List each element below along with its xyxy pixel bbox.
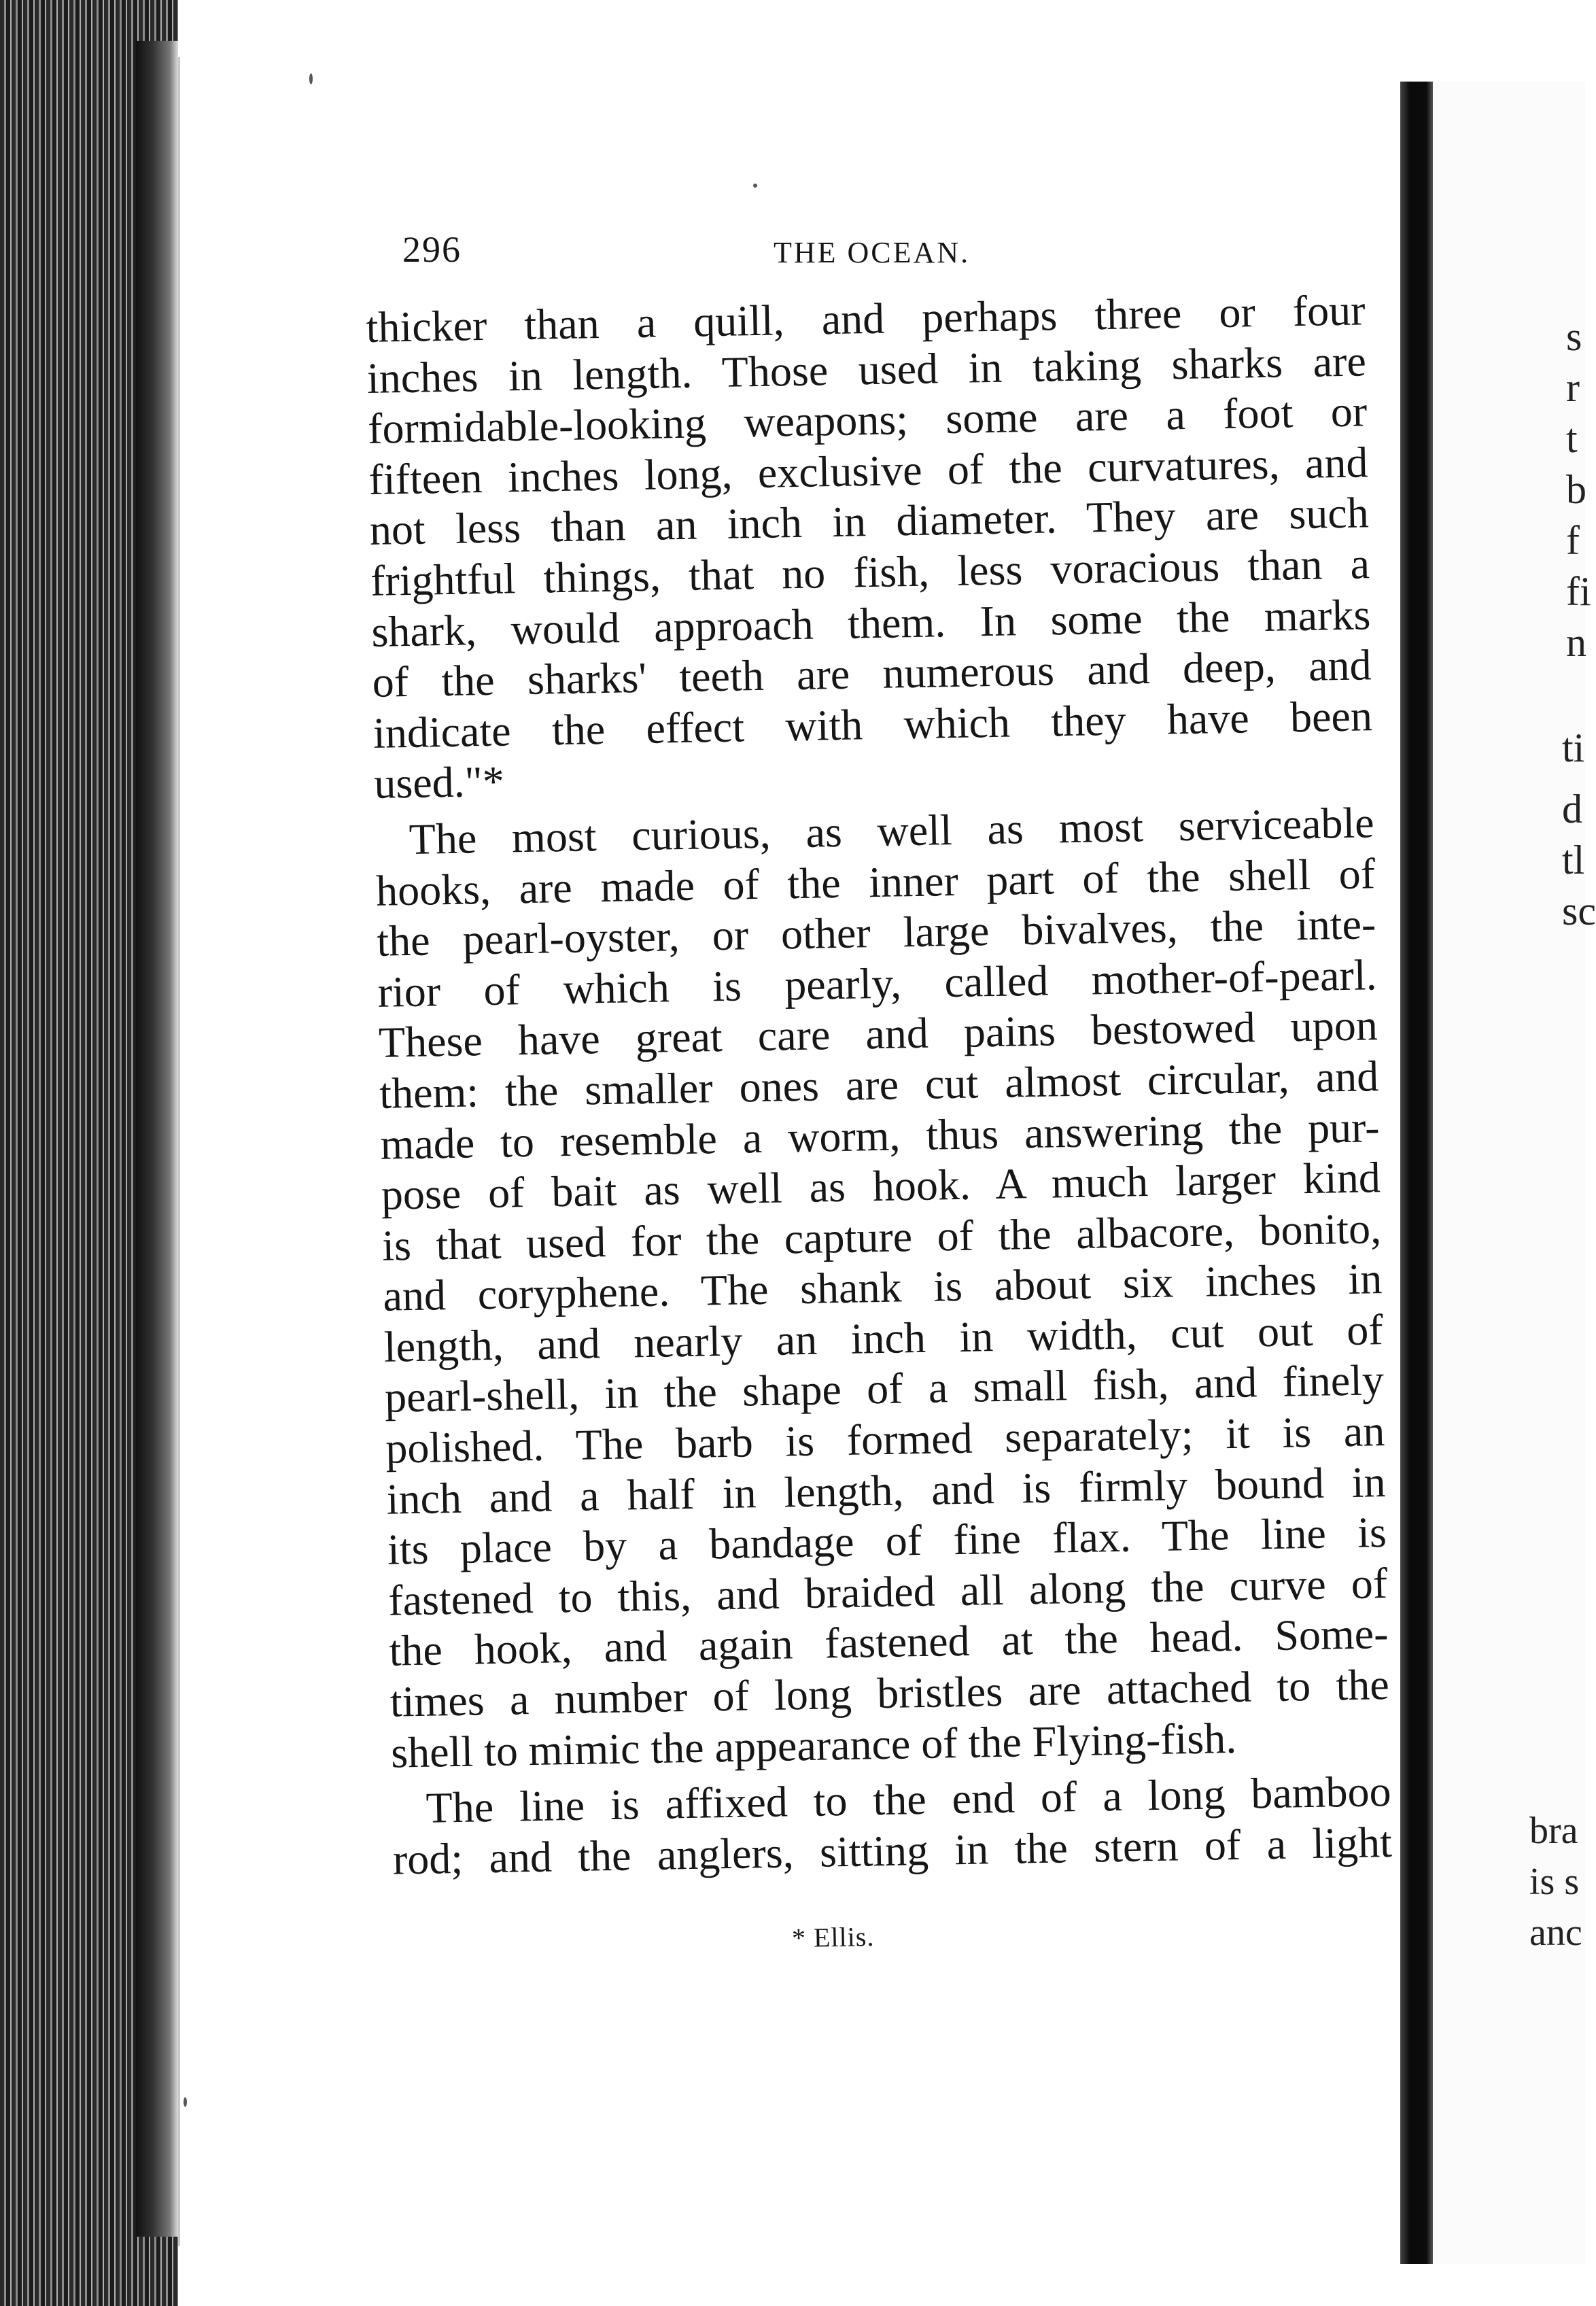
adjacent-page-fragment: fi — [1566, 569, 1591, 614]
text-line: The most curious, as well as most serviceable — [409, 798, 1375, 863]
adjacent-page-fragment: bra — [1529, 1810, 1578, 1852]
adjacent-page-fragment: b — [1566, 467, 1586, 512]
adjacent-page-fragment: n — [1566, 620, 1586, 665]
text-line: polished. The barb is formed separately; it is an — [385, 1407, 1385, 1473]
adjacent-page-fragment: sc — [1562, 889, 1596, 933]
text-line: its place by a bandage of fine flax. The line is — [387, 1508, 1387, 1574]
body-text — [366, 285, 1392, 1885]
adjacent-page — [1433, 82, 1596, 2264]
text-line: hooks, are made of the inner part of the shell of — [375, 848, 1376, 915]
running-title: THE OCEAN. — [774, 236, 971, 269]
text-line: thicker than a quill, and perhaps three or four — [366, 286, 1366, 351]
scan-margin-top — [0, 0, 1585, 58]
page-stack-edge — [136, 41, 178, 2237]
text-line: formidable-looking weapons; some are a foot or — [367, 387, 1368, 453]
text-line: is that used for the capture of the albacore, bonito, — [381, 1203, 1382, 1270]
text-line: and coryphene. The shank is about six inches in — [382, 1254, 1383, 1321]
text-line: made to resemble a worm, thus answering the pur- — [379, 1102, 1381, 1169]
text-line: These have great care and pains bestowed upon — [378, 1001, 1378, 1067]
text-line: pearl-shell, in the shape of a small fish, and finely — [384, 1356, 1385, 1422]
text-line: fastened to this, and braided all along the curve of — [387, 1558, 1388, 1625]
text-line: the hook, and again fastened at the head. Some- — [389, 1609, 1389, 1676]
text-line: shark, would approach them. In some the marks — [370, 589, 1371, 656]
text-line: length, and nearly an inch in width, cut out of — [383, 1305, 1384, 1371]
text-line: pose of bait as well as hook. A much larger kind — [381, 1153, 1381, 1219]
running-head — [402, 228, 987, 283]
scan-speck — [184, 2097, 187, 2107]
adjacent-page-fragment: anc — [1529, 1912, 1582, 1954]
text-line: not less than an inch in diameter. They are such — [369, 488, 1370, 555]
text-line: rod; and the anglers, sitting in the stern of a light — [392, 1817, 1393, 1884]
text-line: used."* — [373, 757, 505, 808]
text-line: the pearl-oyster, or other large bivalves, the inte- — [376, 899, 1376, 965]
adjacent-page-fragment: r — [1566, 365, 1580, 410]
text-line: indicate the effect with which they have been — [372, 691, 1373, 757]
footnote: * Ellis. — [791, 1921, 875, 1954]
text-line: times a number of long bristles are attached to the — [389, 1660, 1390, 1726]
text-line: The line is affixed to the end of a long bamboo — [426, 1767, 1392, 1833]
adjacent-page-fragment: d — [1562, 787, 1582, 831]
adjacent-page-fragment: t — [1566, 416, 1578, 461]
text-line: of the sharks' teeth are numerous and deep, and — [372, 640, 1372, 707]
book-fold — [1400, 82, 1433, 2264]
adjacent-page-fragment: ti — [1562, 725, 1585, 770]
text-line: them: the smaller ones are cut almost circular, and — [379, 1052, 1379, 1118]
page-number: 296 — [402, 229, 462, 270]
text-line: inch and a half in length, and is firmly bound in — [386, 1457, 1387, 1524]
text-line: inches in length. Those used in taking sharks are — [366, 336, 1367, 402]
text-line: rior of which is pearly, called mother-of-pearl. — [377, 950, 1378, 1016]
adjacent-page-fragment: f — [1566, 518, 1580, 563]
adjacent-page-fragment: is s — [1529, 1861, 1580, 1903]
adjacent-page-fragment: tl — [1562, 838, 1585, 882]
scan-speck — [309, 73, 313, 84]
text-line: shell to mimic the appearance of the Flying-fish. — [390, 1713, 1237, 1777]
text-line: fifteen inches long, exclusive of the curvatures, and — [368, 438, 1368, 504]
scan-speck — [753, 184, 757, 188]
text-line: frightful things, that no fish, less voracious than a — [370, 539, 1370, 605]
adjacent-page-fragment: s — [1566, 314, 1582, 359]
